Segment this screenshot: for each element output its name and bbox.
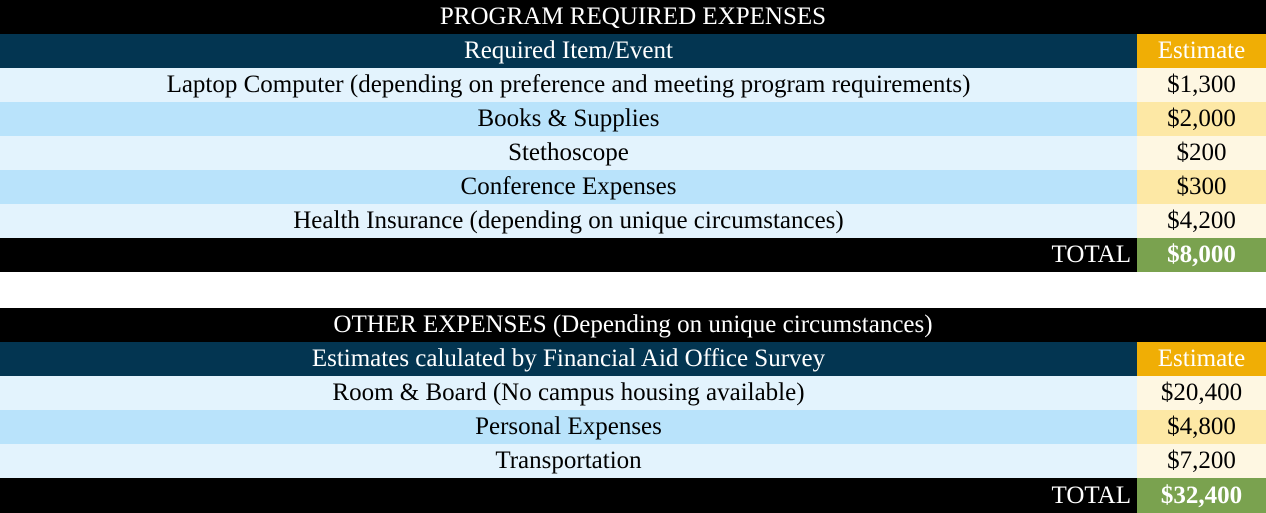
total-value: $32,400 — [1137, 478, 1266, 513]
other-expenses-total-row — [0, 478, 1266, 513]
other-expenses-title: OTHER EXPENSES (Depending on unique circumstances) — [333, 311, 933, 338]
other-expenses-title-row — [0, 308, 1266, 342]
estimate-cell: $200 — [1137, 136, 1266, 170]
table-spacer — [0, 272, 1266, 308]
total-label: TOTAL — [0, 238, 1137, 272]
estimate-cell: $7,200 — [1137, 444, 1266, 478]
item-cell: Books & Supplies — [0, 102, 1137, 136]
table-row — [0, 170, 1266, 204]
item-cell: Room & Board (No campus housing available) — [0, 376, 1137, 410]
table-row — [0, 102, 1266, 136]
item-cell: Personal Expenses — [0, 410, 1137, 444]
item-cell: Stethoscope — [0, 136, 1137, 170]
table-row — [0, 204, 1266, 238]
item-column-header: Estimates calulated by Financial Aid Office Survey — [0, 342, 1137, 376]
estimate-column-header: Estimate — [1137, 34, 1266, 68]
table-row — [0, 136, 1266, 170]
item-cell: Health Insurance (depending on unique circumstances) — [0, 204, 1137, 238]
estimate-cell: $2,000 — [1137, 102, 1266, 136]
item-cell: Laptop Computer (depending on preference and meeting program requirements) — [0, 68, 1137, 102]
other-expenses-header-row — [0, 342, 1266, 376]
table-row — [0, 444, 1266, 478]
program-required-title-row — [0, 0, 1266, 34]
item-column-header: Required Item/Event — [0, 34, 1137, 68]
estimate-cell: $4,200 — [1137, 204, 1266, 238]
program-required-total-row — [0, 238, 1266, 272]
item-cell: Transportation — [0, 444, 1137, 478]
estimate-cell: $4,800 — [1137, 410, 1266, 444]
table-row — [0, 410, 1266, 444]
total-value: $8,000 — [1137, 238, 1266, 272]
estimate-cell: $20,400 — [1137, 376, 1266, 410]
item-cell: Conference Expenses — [0, 170, 1137, 204]
estimate-cell: $1,300 — [1137, 68, 1266, 102]
other-expenses-table — [0, 308, 1266, 513]
estimate-cell: $300 — [1137, 170, 1266, 204]
estimate-column-header: Estimate — [1137, 342, 1266, 376]
table-row — [0, 68, 1266, 102]
table-row — [0, 376, 1266, 410]
program-required-title: PROGRAM REQUIRED EXPENSES — [439, 3, 827, 30]
total-label: TOTAL — [0, 478, 1137, 513]
program-required-header-row — [0, 34, 1266, 68]
